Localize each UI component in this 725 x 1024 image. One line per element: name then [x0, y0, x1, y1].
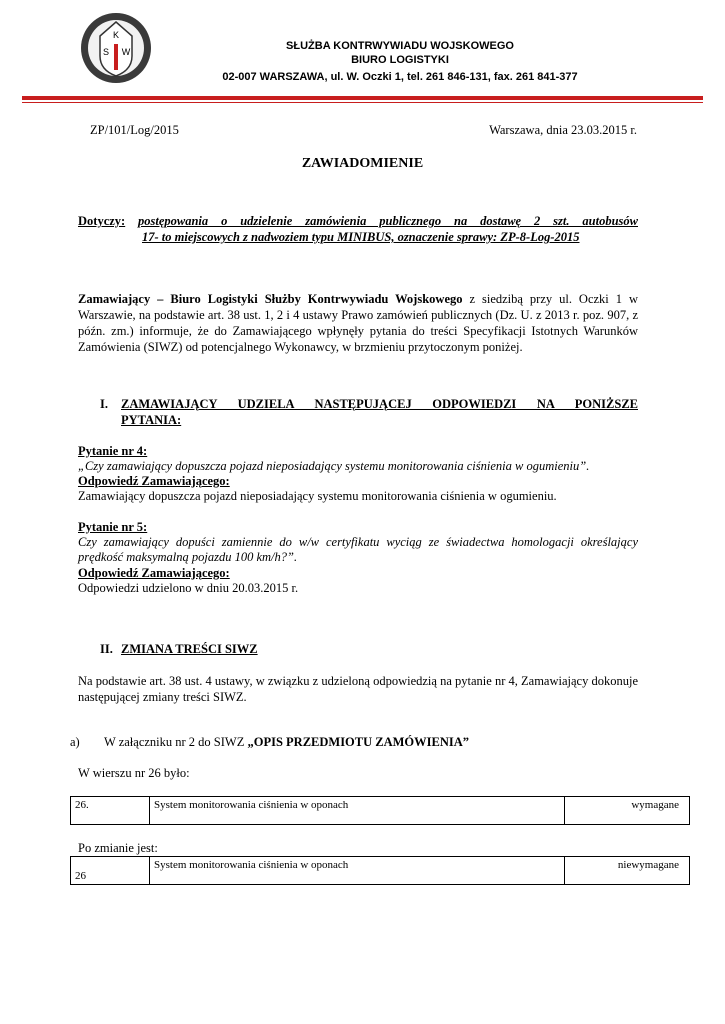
answer-5-text: Odpowiedzi udzielono w dniu 20.03.2015 r.	[78, 581, 299, 595]
intro-text: z siedzibą przy ul. Oczki 1 w Warszawie, na podstawie art. 38 ust. 1, 2 i 4 ustawy Prawo zamówień publicznych (Dz. U. z 2013 r. poz. 907, z późn. zm.) informuje, że do Zamawiającego wpłynęły pytania do treści Specyfikacji Istotnych Warunków Zamówienia (SIWZ) od potencjalnego Wykonawcy, w brzmieniu przytoczonym poniżej.	[78, 292, 639, 354]
header-unit: BIURO LOGISTYKI	[351, 54, 449, 66]
row-value: niewymagane	[565, 857, 690, 885]
subject-line-2: 17- to miejscowych z nadwoziem typu MINIBUS, oznaczenie sprawy: ZP-8-Log-2015	[142, 230, 580, 244]
row-description: System monitorowania ciśnienia w oponach	[150, 797, 565, 825]
section-2-number: II.	[100, 642, 113, 656]
section-1-heading: ZAMAWIAJĄCY UDZIELA NASTĘPUJĄCEJ ODPOWIEDZI NA PONIŻSZE	[121, 397, 638, 411]
row-number: 26	[71, 857, 150, 885]
table-row	[71, 797, 690, 825]
intro-contracting-authority: Zamawiający – Biuro Logistyki Służby Kontrwywiadu Wojskowego	[78, 292, 463, 306]
intro-paragraph	[78, 291, 638, 355]
row-26-before-intro: W wierszu nr 26 było:	[78, 766, 190, 780]
row-description: System monitorowania ciśnienia w oponach	[150, 857, 565, 885]
table-row-26-after	[70, 856, 690, 885]
section-1-number: I.	[100, 397, 108, 411]
row-value: wymagane	[565, 797, 690, 825]
question-5-text-1: Czy zamawiający dopuści zamiennie do w/w certyfikatu wyciąg ze świadectwa homologacji określający	[78, 535, 638, 549]
subject-label: Dotyczy:	[78, 214, 126, 228]
item-a-letter: a)	[70, 735, 80, 749]
agency-logo	[80, 12, 152, 84]
logo-letter-w: W	[121, 47, 131, 57]
logo-letter-s: S	[102, 47, 110, 57]
logo-letter-k: K	[112, 30, 120, 40]
section-1-heading-cont: PYTANIA:	[121, 413, 182, 427]
answer-5-label: Odpowiedź Zamawiającego:	[78, 566, 230, 580]
section-2-paragraph: Na podstawie art. 38 ust. 4 ustawy, w związku z udzieloną odpowiedzią na pytanie nr 4, Zamawiający dokonuje następującej zmiany treści SIWZ.	[78, 674, 638, 704]
section-2-heading: ZMIANA TREŚCI SIWZ	[121, 642, 258, 656]
table-row-26-before	[70, 796, 690, 825]
doc-title: ZAWIADOMIENIE	[301, 156, 424, 171]
row-26-after-label: Po zmianie jest:	[78, 841, 158, 855]
header-address: 02-007 WARSZAWA, ul. W. Oczki 1, tel. 261 846-131, fax. 261 841-377	[222, 71, 578, 83]
table-row	[71, 857, 690, 885]
subject-line-1: postępowania o udzielenie zamówienia publicznego na dostawę 2 szt. autobusów	[138, 214, 638, 228]
item-a-attachment-title: „OPIS PRZEDMIOTU ZAMÓWIENIA”	[247, 735, 470, 749]
doc-reference: ZP/101/Log/2015	[90, 123, 179, 137]
item-a-text	[104, 735, 469, 750]
header-divider-thin	[22, 102, 703, 103]
answer-4-label: Odpowiedź Zamawiającego:	[78, 474, 230, 488]
header-org: SŁUŻBA KONTRWYWIADU WOJSKOWEGO	[286, 40, 514, 52]
doc-place-date: Warszawa, dnia 23.03.2015 r.	[489, 123, 637, 137]
item-a-text-plain: W załączniku nr 2 do SIWZ	[104, 735, 248, 749]
question-4-label: Pytanie nr 4:	[78, 444, 148, 458]
question-5-text-2: prędkość maksymalną pojazdu 100 km/h?”.	[78, 550, 298, 564]
answer-4-text: Zamawiający dopuszcza pojazd nieposiadający systemu monitorowania ciśnienia w ogumieniu.	[78, 489, 557, 503]
question-4-text: „Czy zamawiający dopuszcza pojazd nieposiadający systemu monitorowania ciśnienia w ogumieniu”.	[78, 459, 590, 473]
question-5-label: Pytanie nr 5:	[78, 520, 148, 534]
row-number: 26.	[71, 797, 150, 825]
header-divider	[22, 96, 703, 100]
